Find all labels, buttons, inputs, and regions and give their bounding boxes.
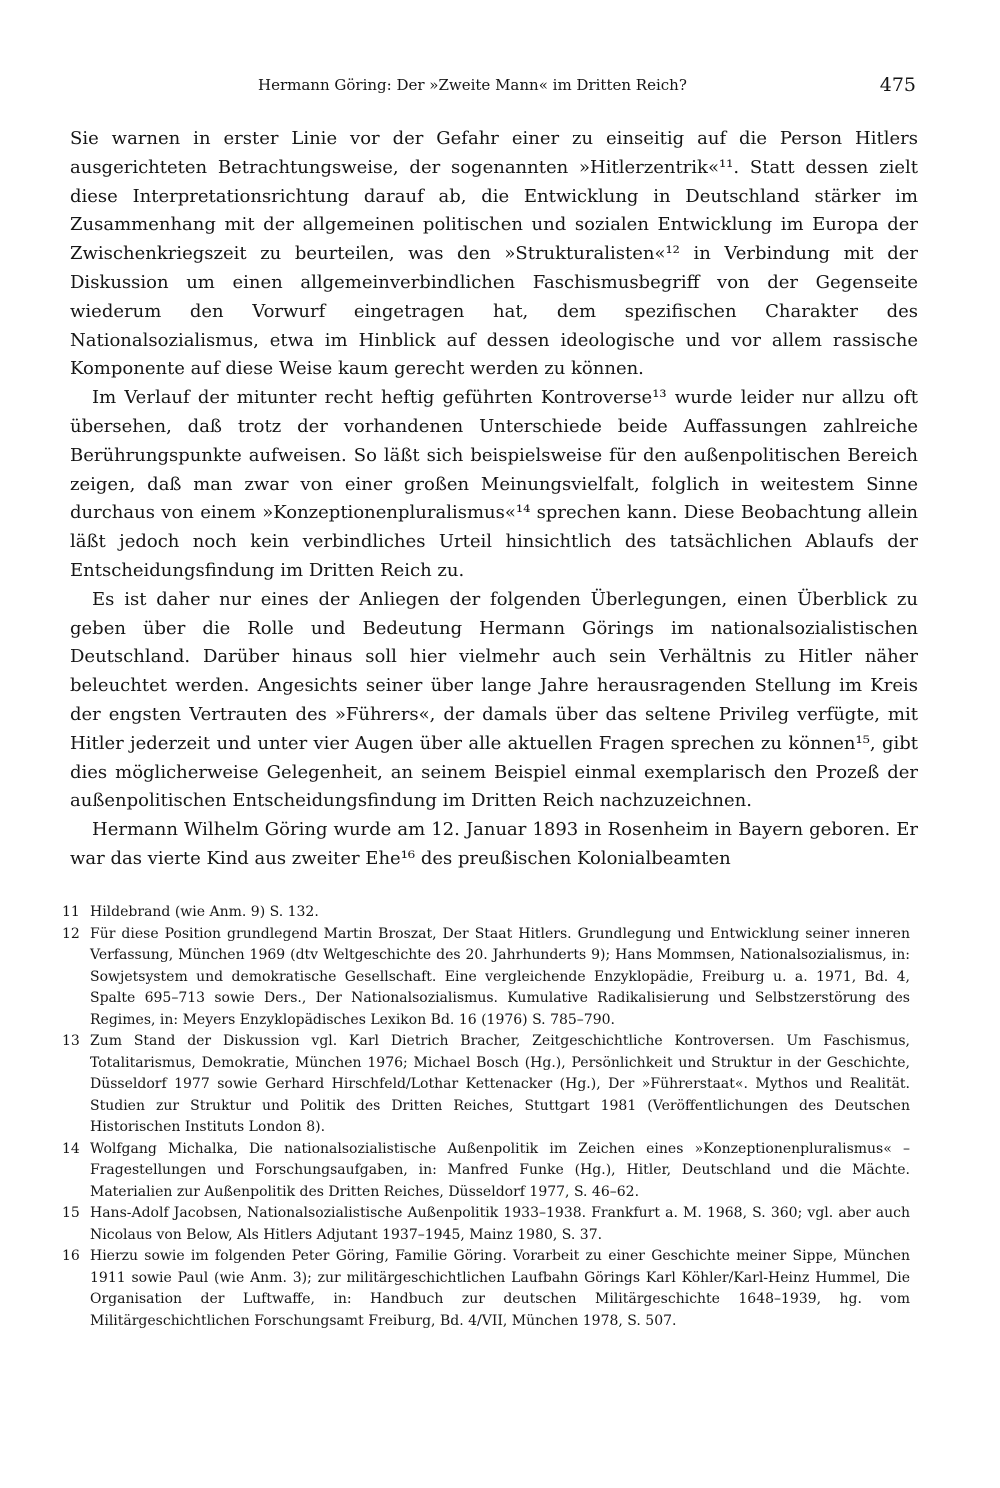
footnote	[62, 1031, 910, 1139]
footnote	[62, 902, 910, 924]
footnote	[62, 1246, 910, 1332]
footnote-text: Wolfgang Michalka, Die nationalsozialistische Außenpolitik im Zeichen eines »Konzeptionenpluralismus« – Fragestellungen und Forschungsaufgaben, in: Manfred Funke (Hg.), Hitler, Deutschland und die Mächte. Materialien zur Außenpolitik des Dritten Reiches, Düsseldorf 1977, S. 46–62.	[90, 1140, 910, 1200]
footnote-number: 12	[62, 925, 80, 942]
body-paragraph: Sie warnen in erster Linie vor der Gefahr einer zu einseitig auf die Person Hitlers ausgerichteten Betrachtungsweise, der sogenannten »Hitlerzentrik«¹¹. Statt dessen zielt diese Interpretationsrichtung darauf ab, die Entwicklung in Deutschland stärker im Zusammenhang mit der allgemeinen politischen und sozialen Entwicklung im Europa der Zwischenkriegszeit zu beurteilen, was den »Strukturalisten«¹² in Verbindung mit der Diskussion um einen allgemeinverbindlichen Faschismusbegriff von der Gegenseite wiederum den Vorwurf eingetragen hat, dem spezifischen Charakter des Nationalsozialismus, etwa im Hinblick auf dessen ideologische und vor allem rassische Komponente auf diese Weise kaum gerecht werden zu können.	[70, 128, 918, 380]
footnotes	[62, 902, 910, 1332]
footnote-number: 16	[62, 1248, 80, 1264]
footnote	[62, 1139, 910, 1204]
page-number: 475	[879, 74, 916, 96]
body-paragraph: Im Verlauf der mitunter recht heftig geführten Kontroverse¹³ wurde leider nur allzu oft übersehen, daß trotz der vorhandenen Unterschiede beide Auffassungen zahlreiche Berührungspunkte aufweisen. So läßt sich beispielsweise für den außenpolitischen Bereich zeigen, daß man zwar von einer großen Meinungsvielfalt, folglich in weitestem Sinne durchaus von einem »Konzeptionenpluralismus«¹⁴ sprechen kann. Diese Beobachtung allein läßt jedoch noch kein verbindliches Urteil hinsichtlich des tatsächlichen Ablaufs der Entscheidungsfindung im Dritten Reich zu.	[70, 387, 918, 581]
body-paragraph: Es ist daher nur eines der Anliegen der folgenden Überlegungen, einen Überblick zu geben über die Rolle und Bedeutung Hermann Görings im nationalsozialistischen Deutschland. Darüber hinaus soll hier vielmehr auch sein Verhältnis zu Hitler näher beleuchtet werden. Angesichts seiner über lange Jahre herausragenden Stellung im Kreis der engsten Vertrauten des »Führers«, der damals über das seltene Privileg verfügte, mit Hitler jederzeit und unter vier Augen über alle aktuellen Fragen sprechen zu können¹⁵, gibt dies möglicherweise Gelegenheit, an seinem Beispiel einmal exemplarisch den Prozeß der außenpolitischen Entscheidungsfindung im Dritten Reich nachzuzeichnen.	[70, 588, 918, 812]
footnote	[62, 924, 910, 1032]
footnote-number: 14	[62, 1140, 80, 1157]
footnote	[62, 1203, 910, 1246]
footnote-text: Hildebrand (wie Anm. 9) S. 132.	[90, 904, 319, 920]
footnote-text: Für diese Position grundlegend Martin Broszat, Der Staat Hitlers. Grundlegung und Entwicklung seiner inneren Verfassung, München 1969 (dtv Weltgeschichte des 20. Jahrhunderts 9); Hans Mommsen, Nationalsozialismus, in: Sowjetsystem und demokratische Gesellschaft. Eine vergleichende Enzyklopädie, Freiburg u. a. 1971, Bd. 4, Spalte 695–713 sowie Ders., Der Nationalsozialismus. Kumulative Radikalisierung und Selbstzerstörung des Regimes, in: Meyers Enzyklopädisches Lexikon Bd. 16 (1976) S. 785–790.	[90, 925, 910, 1028]
footnote-text: Zum Stand der Diskussion vgl. Karl Dietrich Bracher, Zeitgeschichtliche Kontroversen. Um Faschismus, Totalitarismus, Demokratie, München 1976; Michael Bosch (Hg.), Persönlichkeit und Struktur in der Geschichte, Düsseldorf 1977 sowie Gerhard Hirschfeld/Lothar Kettenacker (Hg.), Der »Führerstaat«. Mythos und Realität. Studien zur Struktur und Politik des Dritten Reiches, Stuttgart 1981 (Veröffentlichungen des Deutschen Historischen Instituts London 8).	[90, 1033, 910, 1135]
footnote-number: 13	[62, 1033, 80, 1049]
footnote-number: 15	[62, 1205, 80, 1221]
running-head: Hermann Göring: Der »Zweite Mann« im Dritten Reich?	[258, 76, 687, 94]
page-header	[258, 70, 916, 100]
footnote-text: Hierzu sowie im folgenden Peter Göring, Familie Göring. Vorarbeit zu einer Geschichte meiner Sippe, München 1911 sowie Paul (wie Anm. 3); zur militärgeschichtlichen Laufbahn Görings Karl Köhler/Karl-Heinz Hummel, Die Organisation der Luftwaffe, in: Handbuch zur deutschen Militärgeschichte 1648–1939, hg. vom Militärgeschichtlichen Forschungsamt Freiburg, Bd. 4/VII, München 1978, S. 507.	[90, 1248, 910, 1329]
main-text	[70, 125, 918, 874]
footnote-text: Hans-Adolf Jacobsen, Nationalsozialistische Außenpolitik 1933–1938. Frankfurt a. M. 1968, S. 360; vgl. aber auch Nicolaus von Below, Als Hitlers Adjutant 1937–1945, Mainz 1980, S. 37.	[90, 1205, 910, 1243]
body-paragraph: Hermann Wilhelm Göring wurde am 12. Januar 1893 in Rosenheim in Bayern geboren. Er war das vierte Kind aus zweiter Ehe¹⁶ des preußischen Kolonialbeamten	[70, 819, 918, 869]
footnote-number: 11	[62, 904, 80, 920]
